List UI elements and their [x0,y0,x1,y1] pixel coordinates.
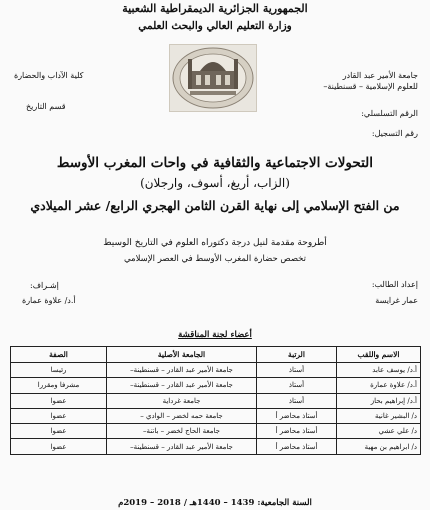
jury-member-university: جامعة الأمير عبد القادر – قسنطينة– [107,378,257,393]
jury-member-rank: أستاذ [257,393,337,408]
jury-member-rank: أستاذ محاضر أ [257,439,337,454]
header-role: الصفة [11,347,107,363]
jury-member-rank: أستاذ محاضر أ [257,408,337,423]
jury-member-rank: أستاذ محاضر أ [257,424,337,439]
jury-member-name: د/ البشير غانية [337,408,421,423]
academic-year: السنة الجامعية: 1439 – 1440هـ / 2018 – 2019م [118,498,312,508]
header-university: الجامعة الأصلية [107,347,257,363]
registration-number-label: رقم التسجيل: [371,129,418,138]
jury-member-role: عضوا [11,393,107,408]
thesis-specialty: تخصص حضارة المغرب الأوسط في العصر الإسلامي [123,254,307,264]
preparer-label: إعداد الطالب: [371,280,418,289]
thesis-degree: أطروحة مقدمة لنيل درجة دكتوراه العلوم في التاريخ الوسيط [103,238,327,248]
jury-table-header [11,347,421,363]
jury-table [10,346,421,455]
jury-member-name: أ.د/ يوسف عابد [337,363,421,378]
jury-member-name: أ.د/ علاوة عمارة [337,378,421,393]
jury-member-rank: أستاذ [257,378,337,393]
ministry-heading: وزارة التعليم العالي والبحث العلمي [138,20,292,32]
table-row [11,363,421,378]
preparer-name: عمار غرايسة [375,296,418,305]
header-rank: الرتبة [257,347,337,363]
faculty-name: كلية الآداب والحضارة [14,71,84,80]
table-row [11,393,421,408]
table-row [11,408,421,423]
header-name: الاسم واللقب [337,347,421,363]
department-name: قسم التاريخ [26,102,66,111]
jury-member-university: جامعة الأمير عبد القادر – قسنطينة– [107,363,257,378]
jury-member-role: عضوا [11,439,107,454]
supervisor-name: أ.د/ علاوة عمارة [22,296,76,305]
jury-title: أعضاء لجنة المناقشة [178,330,252,340]
thesis-title-regions: (الزاب، أريغ، أسوف، وارجلان) [140,176,290,190]
university-logo [169,44,257,112]
serial-number-label: الرقم التسلسلي: [361,109,418,118]
jury-member-role: مشرفا ومقررا [11,378,107,393]
jury-member-university: جامعة الحاج لخضر – باتنة– [107,424,257,439]
jury-member-rank: أستاذ [257,363,337,378]
table-row [11,439,421,454]
mosque-emblem-icon [170,45,256,111]
republic-heading: الجمهورية الجزائرية الديمقراطية الشعبية [122,2,308,15]
supervisor-label: إشـراف: [30,281,59,290]
jury-member-name: د/ ابراهيم بن مهية [337,439,421,454]
table-row [11,424,421,439]
jury-member-role: عضوا [11,424,107,439]
jury-member-role: عضوا [11,408,107,423]
thesis-title-period: من الفتح الإسلامي إلى نهاية القرن الثامن الهجري الرابع/ عشر الميلادي [30,198,400,213]
jury-member-university: جامعة حمه لخضر – الوادي – [107,408,257,423]
jury-member-name: أ.د/ إبراهيم بحاز [337,393,421,408]
jury-member-role: رئيسا [11,363,107,378]
jury-member-name: د/ علي عشي [337,424,421,439]
jury-member-university: جامعة الأمير عبد القادر – قسنطينة– [107,439,257,454]
university-name: جامعة الأمير عبد القادر للعلوم الإسلامية – قسنطينة– [323,71,418,91]
thesis-title: التحولات الاجتماعية والثقافية في واحات المغرب الأوسط [56,155,374,171]
table-row [11,378,421,393]
jury-member-university: جامعة غرداية [107,393,257,408]
